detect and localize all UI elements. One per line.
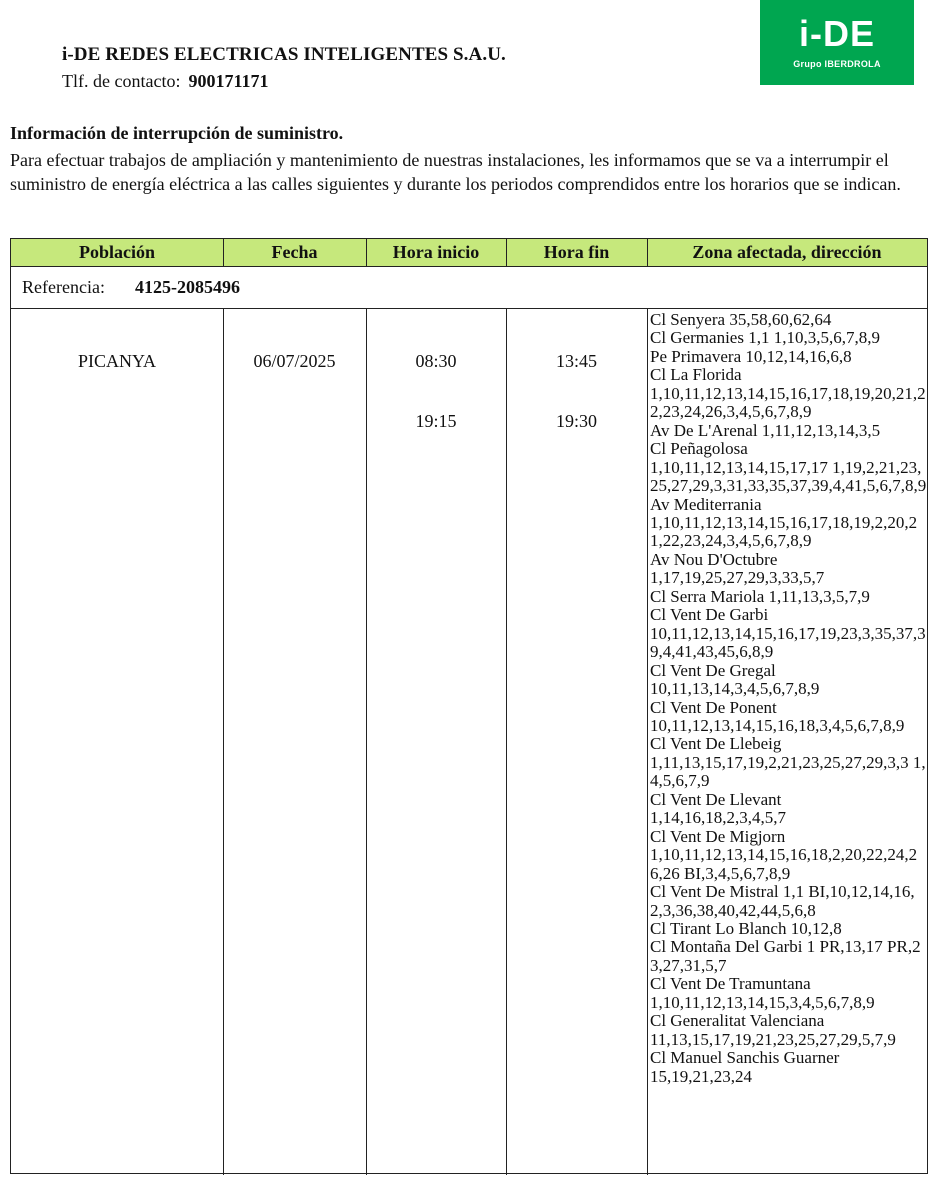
- hora-inicio-1: 08:30: [415, 351, 457, 371]
- info-text: Para efectuar trabajos de ampliación y mantenimiento de nuestras instalaciones, les informamos que se va a interrumpir el suministro de energía eléctrica a las calles siguientes y durante los periodos comprendidos entre los horarios que se indican.: [10, 150, 901, 194]
- col-header-poblacion: Población: [78, 242, 155, 262]
- col-header-hora-inicio: Hora inicio: [392, 242, 480, 262]
- company-name: i-DE REDES ELECTRICAS INTELIGENTES S.A.U.: [62, 44, 506, 65]
- col-header-zona: Zona afectada, dirección: [692, 242, 882, 262]
- col-header-hora-fin: Hora fin: [543, 242, 610, 262]
- divider: [223, 309, 224, 1175]
- zona-line: Cl Senyera 35,58,60,62,64: [650, 310, 832, 329]
- reference-label: Referencia:: [22, 277, 105, 297]
- zona-line: Av De L'Arenal 1,11,12,13,14,3,5: [650, 420, 881, 440]
- zona-line: Cl Vent De Mistral 1,1 BI,10,12,14,16,2,3,36,38,40,42,44,5,6,8: [650, 882, 915, 920]
- reference-row: [11, 267, 927, 309]
- zona-afectada-list: [650, 311, 927, 1086]
- divider: [647, 239, 648, 267]
- zona-line: 1,10,11,12,13,14,15,16,17,18,19,20,21,22,23,24,26,3,4,5,6,7,8,9: [650, 383, 926, 422]
- zona-line: 1,11,13,15,17,19,2,21,23,25,27,29,3,3 1,4,5,6,7,9: [650, 752, 926, 791]
- logo-brand: i-DE: [799, 13, 875, 54]
- zona-line: 1,10,11,12,13,14,15,3,4,5,6,7,8,9: [650, 992, 875, 1012]
- zona-line: Cl Vent De Tramuntana: [650, 974, 811, 994]
- col-header-fecha: Fecha: [271, 242, 318, 262]
- zona-line: Cl Manuel Sanchis Guarner: [650, 1048, 840, 1068]
- divider: [506, 309, 507, 1175]
- zona-line: Cl Serra Mariola 1,11,13,3,5,7,9: [650, 586, 870, 606]
- ide-logo: [760, 0, 914, 85]
- hora-inicio-2: 19:15: [415, 411, 457, 431]
- zona-line: Pe Primavera 10,12,14,16,6,8: [650, 346, 852, 366]
- divider: [506, 239, 507, 267]
- divider: [366, 309, 367, 1175]
- phone-number: 900171171: [188, 71, 269, 91]
- zona-line: Cl Montaña Del Garbi 1 PR,13,17 PR,23,27,31,5,7: [650, 937, 921, 975]
- zona-line: Cl Tirant Lo Blanch 10,12,8: [650, 918, 842, 938]
- outage-table: [10, 238, 928, 1174]
- zona-line: Cl Vent De Llebeig: [650, 734, 782, 754]
- reference-value: 4125-2085496: [135, 277, 240, 297]
- zona-line: Cl Germanies 1,1 1,10,3,5,6,7,8,9: [650, 328, 880, 348]
- poblacion-cell: PICANYA: [77, 351, 156, 371]
- table-header: [11, 239, 927, 267]
- zona-line: Cl Vent De Ponent: [650, 697, 777, 717]
- zona-line: Cl La Florida: [650, 365, 742, 385]
- zona-line: 1,14,16,18,2,3,4,5,7: [650, 808, 786, 828]
- zona-line: Av Nou D'Octubre: [650, 549, 778, 569]
- divider: [647, 309, 648, 1175]
- logo-subtitle: Grupo IBERDROLA: [793, 59, 881, 69]
- zona-line: 15,19,21,23,24: [650, 1066, 752, 1086]
- zona-line: 1,10,11,12,13,14,15,17,17 1,19,2,21,23,25,27,29,3,31,33,35,37,39,4,41,5,6,7,8,9: [650, 457, 927, 496]
- divider: [366, 239, 367, 267]
- zona-line: Av Mediterrania: [650, 494, 762, 514]
- zona-line: Cl Generalitat Valenciana: [650, 1011, 825, 1031]
- zona-line: Cl Peñagolosa: [650, 439, 748, 459]
- fecha-cell: 06/07/2025: [253, 351, 336, 371]
- zona-line: Cl Vent De Garbi: [650, 605, 769, 625]
- zona-line: 10,11,13,14,3,4,5,6,7,8,9: [650, 679, 820, 699]
- zona-line: 1,10,11,12,13,14,15,16,18,2,20,22,24,26,26 BI,3,4,5,6,7,8,9: [650, 845, 918, 883]
- zona-line: 10,11,12,13,14,15,16,17,19,23,3,35,37,39,4,41,43,45,6,8,9: [650, 623, 926, 662]
- contact-phone: [62, 71, 268, 92]
- hora-fin-1: 13:45: [555, 351, 597, 371]
- zona-line: Cl Vent De Migjorn: [650, 826, 786, 846]
- zona-line: 1,17,19,25,27,29,3,33,5,7: [650, 568, 825, 588]
- hora-fin-2: 19:30: [555, 411, 597, 431]
- zona-line: 10,11,12,13,14,15,16,18,3,4,5,6,7,8,9: [650, 715, 905, 735]
- zona-line: Cl Vent De Gregal: [650, 660, 776, 680]
- divider: [223, 239, 224, 267]
- phone-label: Tlf. de contacto:: [62, 71, 181, 91]
- zona-line: Cl Vent De Llevant: [650, 789, 782, 809]
- info-title: Información de interrupción de suministro.: [10, 123, 344, 143]
- zona-line: 11,13,15,17,19,21,23,25,27,29,5,7,9: [650, 1029, 896, 1049]
- zona-line: 1,10,11,12,13,14,15,16,17,18,19,2,20,21,22,23,24,3,4,5,6,7,8,9: [650, 512, 918, 551]
